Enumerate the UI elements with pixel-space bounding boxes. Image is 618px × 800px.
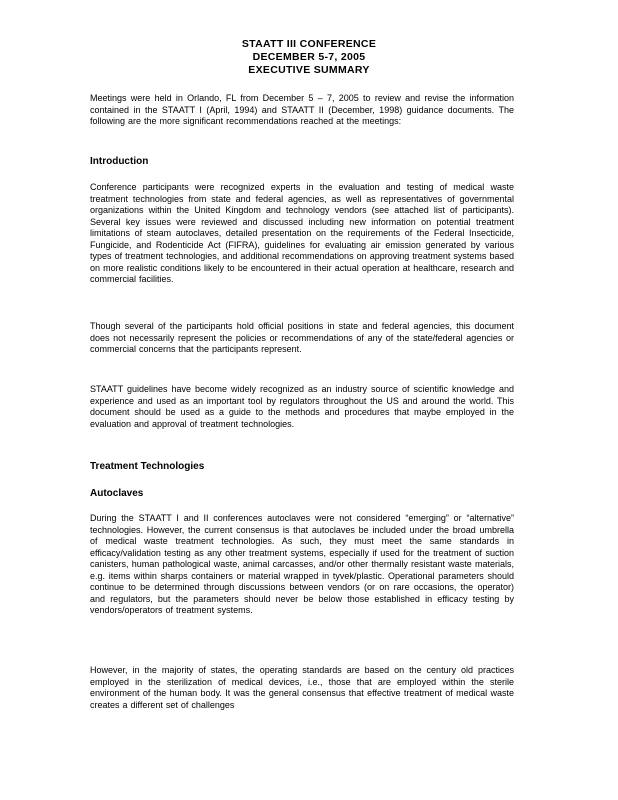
subsection-heading-autoclaves: Autoclaves [90,488,144,499]
document-date: DECEMBER 5-7, 2005 [252,51,366,63]
autoclaves-paragraph-2: However, in the majority of states, the operating standards are based on the century old practices employed in the sterilization of medical devices, i.e., those that are employed within the sterile environment of the human body. It was the general consensus that effective treatment of medical waste creates a different set of challenges [90,665,514,710]
document-subtitle: EXECUTIVE SUMMARY [248,64,370,76]
document-title: STAATT III CONFERENCE [241,38,377,50]
introduction-paragraph-1: Conference participants were recognized experts in the evaluation and testing of medical waste treatment technologies from state and federal agencies, as well as representatives of governmental organizations within the United Kingdom and technology vendors (see attached list of participants). Several key issues were reviewed and discussed including new information on potential treatment limitations of steam autoclaves, detailed presentation on the requirements of the Federal Insecticide, Fungicide, and Rodenticide Act (FIFRA), guidelines for evaluating air emission generated by various types of treatment technologies, and additional recommendations on approving treatment systems based on more realistic conditions likely to be encountered in their actual operation at healthcare, research and commercial facilities. [90,182,514,284]
introduction-paragraph-2: Though several of the participants hold official positions in state and federal agencies, this document does not necessarily represent the policies or recommendations of any of the state/federal agencies or commercial concerns that the participants represent. [90,321,514,354]
introduction-paragraph-3: STAATT guidelines have become widely recognized as an industry source of scientific knowledge and experience and used as an important tool by regulators throughout the US and around the world. This document should be used as a guide to the methods and procedures that maybe employed in the evaluation and approval of treatment technologies. [90,384,514,429]
section-heading-introduction: Introduction [90,156,149,167]
intro-paragraph: Meetings were held in Orlando, FL from December 5 – 7, 2005 to review and revise the information contained in the STAATT I (April, 1994) and STAATT II (December, 1998) guidance documents. The following are the more significant recommendations reached at the meetings: [90,93,514,126]
autoclaves-paragraph-1: During the STAATT I and II conferences autoclaves were not considered “emerging” or “alternative” technologies. However, the current consensus is that autoclaves be included under the broad umbrella of medical waste treatment technologies. As such, they must meet the same standards in efficacy/validation testing as any other treatment systems, especially if used for the treatment of suction canisters, human pathological waste, animal carcasses, and/or other thermally resistant waste materials, e.g. items within sharps containers or material wrapped in tyvek/plastic. Operational parameters should continue to be determined through discussions between vendors (or on rare occasions, the operator) and regulators, but the parameters should never be below those established in efficacy testing by vendors/operators of treatment systems. [90,513,514,615]
section-heading-treatment-technologies: Treatment Technologies [90,461,205,472]
